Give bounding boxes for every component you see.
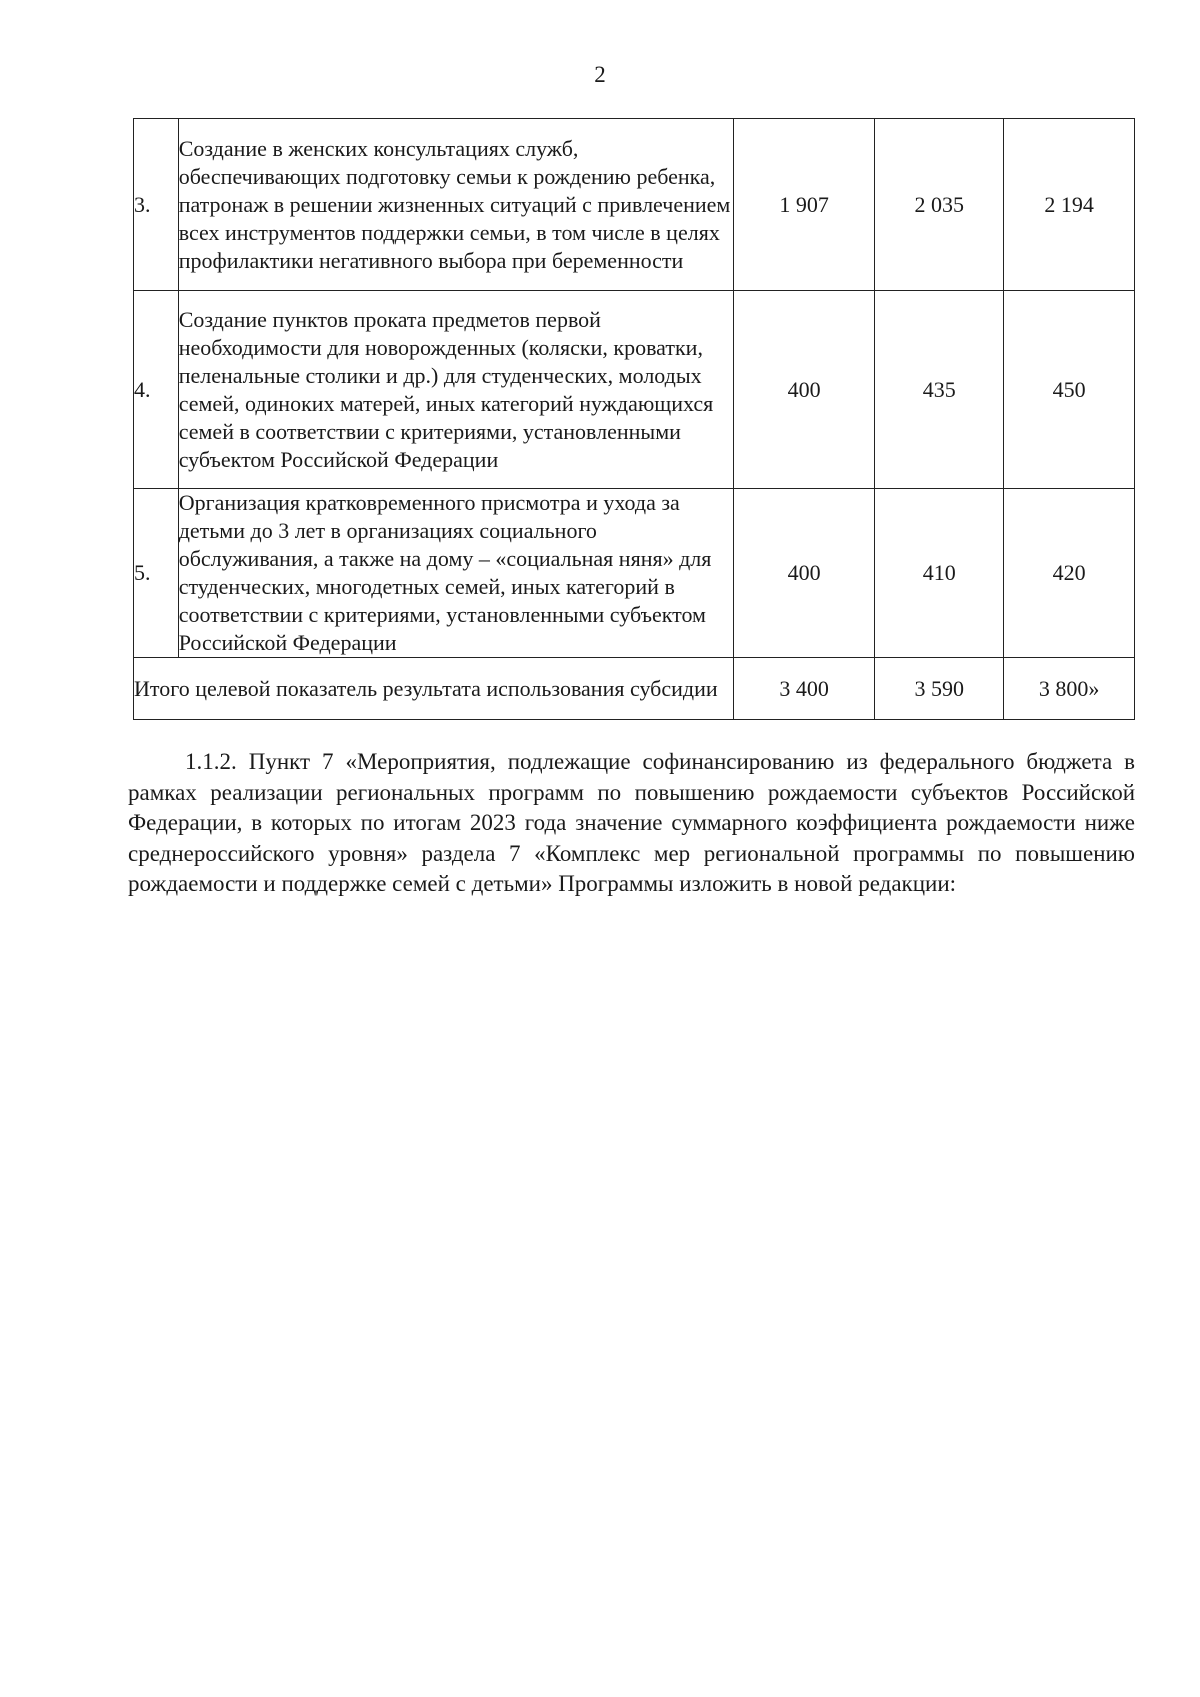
value-cell: 400 [733, 291, 875, 489]
page-number: 2 [594, 62, 606, 87]
table-row [134, 119, 1135, 291]
row-number: 5. [134, 489, 179, 658]
total-value-cell: 3 800» [1004, 658, 1135, 720]
value-cell: 420 [1004, 489, 1135, 658]
total-value-cell: 3 400 [733, 658, 875, 720]
value-cell: 400 [733, 489, 875, 658]
body-paragraph: 1.1.2. Пункт 7 «Мероприятия, подлежащие софинансированию из федерального бюджета в рамках реализации региональных программ по повышению рождаемости субъектов Российской Федерации, в которых по итогам 2023 года значение суммарного коэффициента рождаемости ниже среднероссийского уровня» раздела 7 «Комплекс мер региональной программы по повышению рождаемости и поддержке семей с детьми» Программы изложить в новой редакции: [128, 749, 1135, 896]
table-row [134, 489, 1135, 658]
value-cell: 435 [875, 291, 1004, 489]
row-number: 4. [134, 291, 179, 489]
value-cell: 1 907 [733, 119, 875, 291]
value-cell: 410 [875, 489, 1004, 658]
table-row [134, 291, 1135, 489]
row-number: 3. [134, 119, 179, 291]
total-label: Итого целевой показатель результата использования субсидии [134, 658, 734, 720]
value-cell: 2 194 [1004, 119, 1135, 291]
subsidy-table [133, 118, 1135, 720]
total-row [134, 658, 1135, 720]
total-value-cell: 3 590 [875, 658, 1004, 720]
measure-description: Создание в женских консультациях служб, обеспечивающих подготовку семьи к рождению ребенка, патронаж в решении жизненных ситуаций с привлечением всех инструментов поддержки семьи, в том числе в целях профилактики негативного выбора при беременности [178, 119, 733, 291]
measure-description: Организация кратковременного присмотра и ухода за детьми до 3 лет в организациях социального обслуживания, а также на дому – «социальная няня» для студенческих, многодетных семей, иных категорий в соответствии с критериями, установленными субъектом Российской Федерации [178, 489, 733, 658]
value-cell: 450 [1004, 291, 1135, 489]
value-cell: 2 035 [875, 119, 1004, 291]
measure-description: Создание пунктов проката предметов первой необходимости для новорожденных (коляски, кроватки, пеленальные столики и др.) для студенческих, молодых семей, одиноких матерей, иных категорий нуждающихся семей в соответствии с критериями, установленными субъектом Российской Федерации [178, 291, 733, 489]
